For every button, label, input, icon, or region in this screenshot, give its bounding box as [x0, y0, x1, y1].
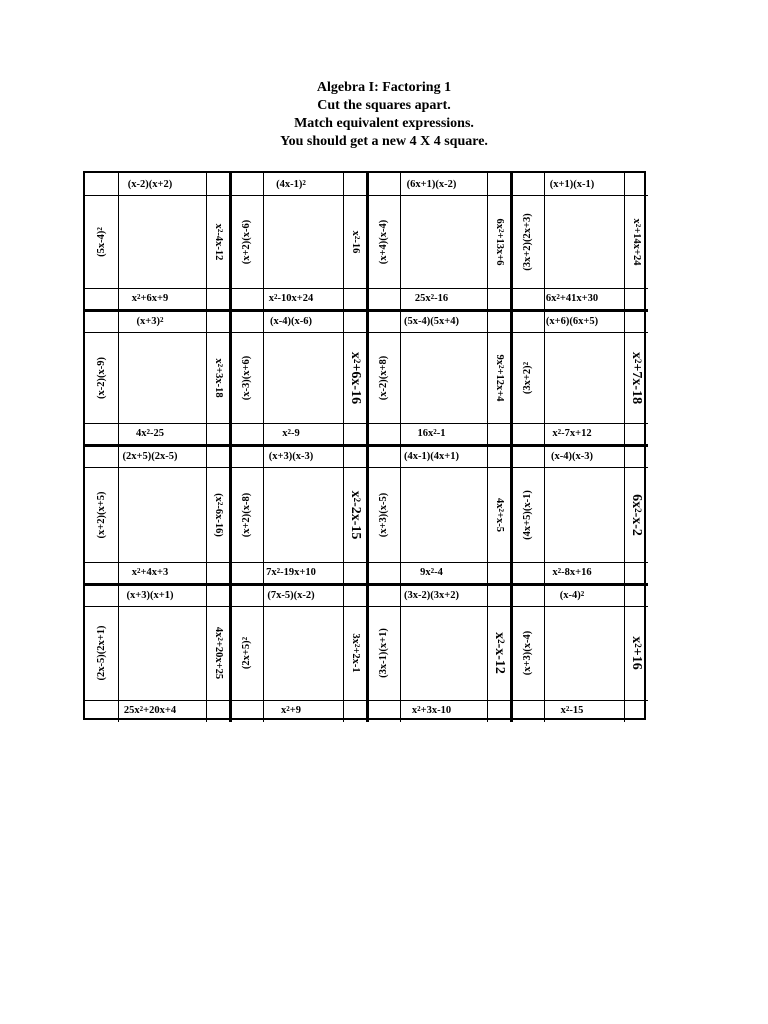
card-bottom-expression: $7x^2-19x+10$	[266, 567, 316, 578]
card-left-expression: (x+3)(x-5)	[377, 492, 389, 537]
puzzle-grid	[83, 171, 646, 720]
card-left-expression: (x+2)(x-8)	[240, 492, 252, 537]
card-top-expression: (4x-1)(4x+1)	[404, 451, 459, 462]
card-right-expression: $x^2+14x+24$	[631, 218, 642, 265]
card-left-expression: (3x+2)(2x+3)	[521, 212, 533, 271]
card-top-expression: $(x-4)^2$	[559, 590, 585, 601]
card-left-expression: (x-2)(x+8)	[377, 355, 389, 400]
card-left-expression: (3x-1)(x+1)	[377, 628, 389, 678]
card-left-expression: $(5x-4)^2$	[95, 226, 107, 257]
card-right-expression: $x^2+16$	[629, 636, 644, 670]
card-left-expression: (4x+5)(x-1)	[521, 489, 533, 540]
card-bottom-expression: $x^2-8x+16$	[552, 567, 592, 578]
card-left-expression: $(2x+5)^2$	[240, 636, 252, 670]
card-top-expression: (x-4)(x-3)	[551, 451, 593, 462]
card-bottom-expression: $x^2-10x+24$	[268, 293, 314, 304]
card-right-expression: $x^2+3x-18$	[213, 357, 224, 398]
card-left-expression: (x+2)(x-6)	[240, 219, 252, 264]
card-right-expression: $(x^2-6x-16)$	[213, 492, 224, 537]
card-bottom-expression: $4x^2-25$	[136, 428, 164, 439]
card-left-expression: (2x-5)(2x+1)	[95, 625, 107, 681]
card-bottom-expression: $9x^2-4$	[420, 567, 443, 578]
card-left-expression: $(3x+2)^2$	[521, 361, 533, 394]
card-right-expression: $x^2-4x-12$	[213, 223, 224, 260]
card-bottom-expression: $x^2-15$	[560, 705, 584, 716]
card-right-expression: $6x^2-x-2$	[629, 493, 644, 536]
card-left-expression: (x-2)(x-9)	[95, 356, 107, 399]
worksheet-title: Algebra I: Factoring 1	[316, 80, 452, 95]
instruction-match: Match equivalent expressions.	[294, 116, 474, 131]
card-top-expression: (x+3)(x-3)	[268, 451, 314, 462]
card-top-expression: (6x+1)(x-2)	[406, 179, 457, 190]
card-top-expression: (2x+5)(2x-5)	[122, 451, 178, 462]
instruction-cut: Cut the squares apart.	[317, 98, 451, 113]
card-top-expression: (x+1)(x-1)	[549, 179, 595, 190]
card-top-expression: (3x-2)(3x+2)	[404, 590, 459, 601]
card-right-expression: $x^2+7x-18$	[629, 351, 644, 404]
card-right-expression: $9x^2+12x+4$	[494, 354, 505, 401]
card-top-expression: (x-2)(x+2)	[127, 179, 173, 190]
card-right-expression: $4x^2+x-5$	[494, 497, 505, 532]
card-top-expression: $(x+3)^2$	[136, 316, 164, 327]
card-top-expression: $(4x-1)^2$	[276, 179, 306, 190]
card-right-expression: $x^2-x-12$	[492, 632, 507, 674]
card-top-expression: (x-4)(x-6)	[270, 316, 312, 327]
card-top-expression: (7x-5)(x-2)	[267, 590, 315, 601]
card-right-expression: $x^2-16$	[350, 230, 361, 253]
card-bottom-expression: $x^2+4x+3$	[131, 567, 169, 578]
card-top-expression: (x+6)(6x+5)	[545, 316, 599, 327]
worksheet-header	[0, 79, 768, 151]
card-left-expression: (x+2)(x+5)	[95, 491, 107, 538]
card-bottom-expression: $x^2-7x+12$	[552, 428, 592, 439]
card-bottom-expression: $16x^2-1$	[417, 428, 446, 439]
card-bottom-expression: $x^2+9$	[281, 705, 301, 716]
card-top-expression: (x+3)(x+1)	[126, 590, 174, 601]
card-top-expression: (5x-4)(5x+4)	[404, 316, 459, 327]
card-right-expression: $x^2-2x-15$	[348, 490, 363, 539]
card-right-expression: $6x^2+13x+6$	[494, 218, 505, 265]
card-left-expression: (x+3)(x-4)	[521, 630, 533, 676]
card-right-expression: $4x^2+20x+25$	[213, 626, 224, 680]
card-bottom-expression: $x^2+3x-10$	[411, 705, 452, 716]
card-left-expression: (x-3)(x+6)	[240, 355, 252, 400]
instruction-result: You should get a new 4 X 4 square.	[280, 134, 488, 149]
card-right-expression: $x^2+6x-16$	[348, 351, 363, 404]
card-right-expression: $3x^2+2x-1$	[350, 633, 361, 673]
card-bottom-expression: $x^2-9$	[282, 428, 300, 439]
card-bottom-expression: $x^2+6x+9$	[131, 293, 169, 304]
card-bottom-expression: $6x^2+41x+30$	[545, 293, 599, 304]
card-bottom-expression: $25x^2-16$	[414, 293, 449, 304]
card-left-expression: (x+4)(x-4)	[377, 219, 389, 264]
card-bottom-expression: $25x^2+20x+4$	[123, 705, 177, 716]
